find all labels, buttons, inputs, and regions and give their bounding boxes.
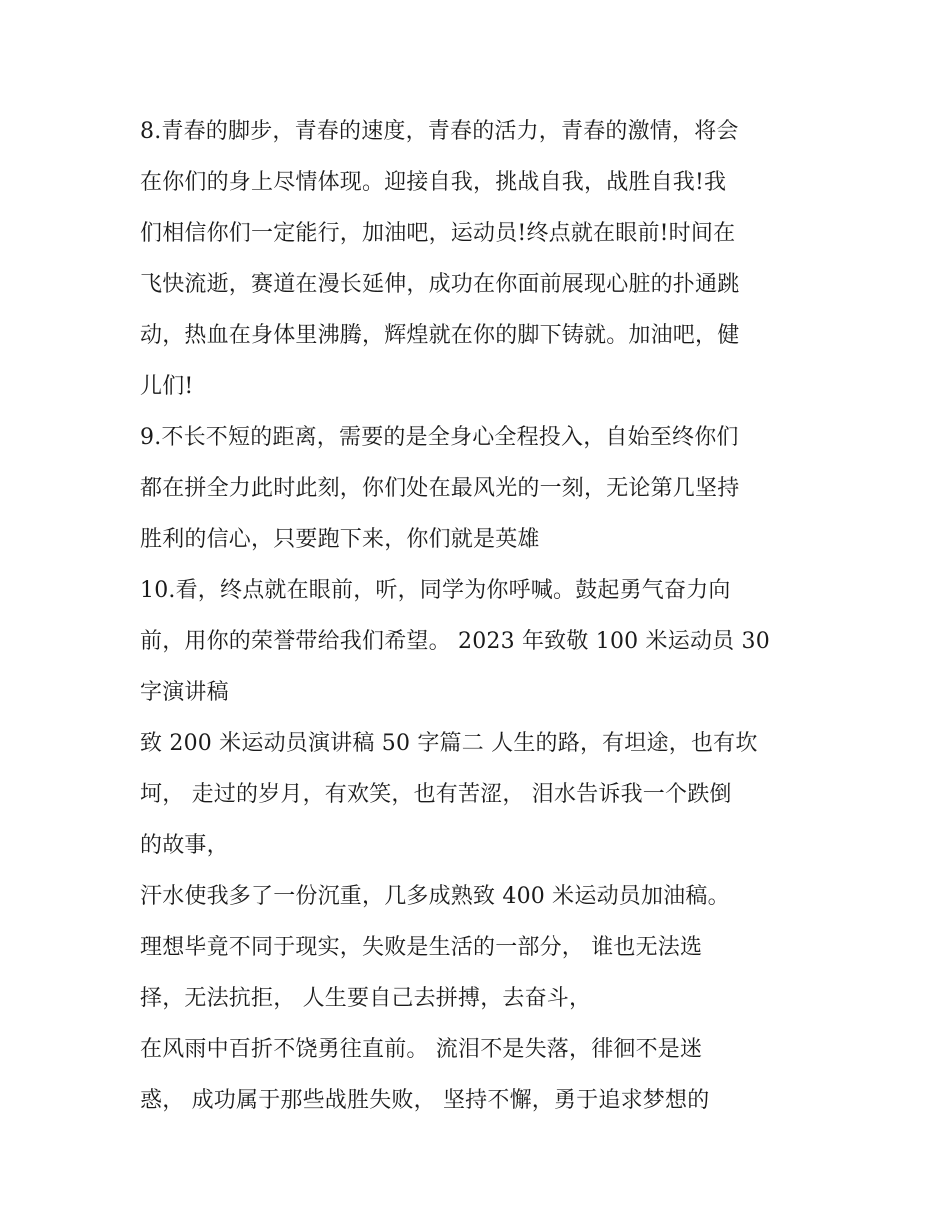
text-line: 胜利的信心，只要跑下来，你们就是英雄 — [140, 527, 540, 552]
text-line: 理想毕竟不同于现实，失败是生活的一部分， 谁也无法选 — [140, 935, 703, 960]
text-line: 9.不长不短的距离，需要的是全身心全程投入，自始至终你们 — [140, 425, 739, 450]
text-line: 在你们的身上尽情体现。迎接自我，挑战自我，战胜自我!我 — [140, 170, 727, 195]
text-line: 的故事， — [140, 833, 229, 858]
text-line: 惑， 成功属于那些战胜失败， 坚持不懈，勇于追求梦想的 — [140, 1088, 710, 1113]
text-line: 字演讲稿 — [140, 680, 229, 705]
text-line: 动，热血在身体里沸腾，辉煌就在你的脚下铸就。加油吧，健 — [140, 323, 740, 348]
text-line: 在风雨中百折不饶勇往直前。 流泪不是失落，徘徊不是迷 — [140, 1037, 703, 1062]
text-line: 汗水使我多了一份沉重，几多成熟致 400 米运动员加油稿。 — [140, 884, 730, 909]
text-line: 飞快流逝，赛道在漫长延伸，成功在你面前展现心脏的扑通跳 — [140, 272, 740, 297]
text-line: 择，无法抗拒， 人生要自己去拼搏，去奋斗， — [140, 986, 592, 1011]
text-line: 坷， 走过的岁月，有欢笑，也有苦涩， 泪水告诉我一个跌倒 — [140, 782, 732, 807]
text-line: 8.青春的脚步，青春的速度，青春的活力，青春的激情，将会 — [140, 119, 739, 144]
text-line: 致 200 米运动员演讲稿 50 字篇二 人生的路，有坦途，也有坎 — [140, 731, 758, 756]
text-line: 都在拼全力此时此刻，你们处在最风光的一刻，无论第几坚持 — [140, 476, 740, 501]
text-line: 们相信你们一定能行，加油吧，运动员!终点就在眼前!时间在 — [140, 221, 736, 246]
document-text-body — [140, 106, 830, 1126]
text-line: 儿们! — [140, 374, 194, 399]
text-line: 10.看，终点就在眼前，听，同学为你呼喊。鼓起勇气奋力向 — [140, 578, 731, 603]
text-line: 前，用你的荣誉带给我们希望。 2023 年致敬 100 米运动员 30 — [140, 629, 770, 654]
